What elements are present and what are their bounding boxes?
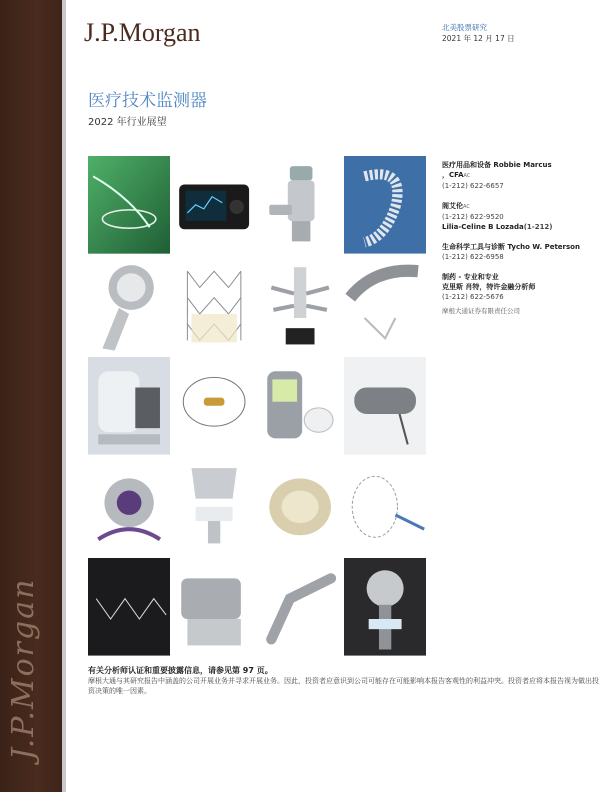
device-image-stent-graft [344, 156, 426, 254]
device-image-shoulder-implant [344, 558, 426, 656]
analyst-phone: (1-212) 622-5676 [442, 293, 504, 301]
report-title: 医疗技术监测器 [88, 91, 207, 111]
device-image-imaging-system [88, 357, 170, 455]
analyst-entry [442, 242, 592, 262]
device-image-hip-implant [88, 257, 170, 355]
device-image-surgical-robot [259, 257, 341, 355]
device-image-handheld-monitor [259, 357, 341, 455]
device-image-heart-valve-frame [173, 257, 255, 355]
analyst-tag: AC [463, 173, 471, 179]
analyst-name: 阁艾伦AC [442, 202, 470, 210]
device-image-mesh-stent [344, 458, 426, 556]
analyst-entry [442, 272, 592, 316]
device-image-spinal-cage [173, 558, 255, 656]
jpmorgan-logo: J.P.Morgan [84, 18, 201, 47]
analyst-sector: 医疗用品和设备 Robbie Marcus [442, 161, 552, 169]
device-image-glucose-monitor [173, 156, 255, 254]
device-image-catheter-coil [88, 156, 170, 254]
device-image-pacemaker-lead [173, 357, 255, 455]
report-category: 北美股票研究 [442, 23, 487, 32]
brand-sidebar [0, 0, 62, 792]
sidebar-edge [62, 0, 66, 792]
analyst-phone: (1-212) 622-6657 [442, 182, 504, 190]
device-image-ventricular-assist [88, 458, 170, 556]
analyst-phone: (1-212) 622-6958 [442, 253, 504, 261]
analyst-tag: (1-212) [523, 223, 553, 231]
analyst-sector: 生命科学工具与诊断 Tycho W. Peterson [442, 243, 580, 251]
device-image-knee-implant [173, 458, 255, 556]
firm-name: 摩根大通证券有限责任公司 [442, 307, 520, 315]
analyst-sector: 制药 - 专业和专业 [442, 273, 499, 281]
disclosure-heading: 有关分析师认证和重要披露信息，请参见第 97 页。 [88, 666, 273, 675]
analyst-name: 克里斯 肖特，特许金融分析师 [442, 283, 536, 291]
analyst-panel [442, 160, 592, 326]
analyst-phone: (1-212) 622-9520 [442, 213, 504, 221]
header-meta [442, 22, 515, 44]
device-image-endoscope-arm [344, 257, 426, 355]
device-image-filter-stent [88, 558, 170, 656]
sidebar-watermark: J.P.Morgan [6, 577, 41, 760]
disclosure-footer [88, 666, 600, 696]
report-date: 2021 年 12 月 17 日 [442, 34, 515, 43]
device-image-bone-plate [259, 558, 341, 656]
device-image-tissue-valve [259, 458, 341, 556]
device-image-neuro-stimulator [344, 357, 426, 455]
analyst-entry [442, 201, 592, 232]
analyst-tag: AC [463, 204, 470, 210]
device-image-grid [88, 156, 426, 656]
analyst-name: Lilia-Celine B Lozada(1-212) [442, 223, 553, 231]
disclosure-text: 摩根大通与其研究报告中涵盖的公司开展业务并寻求开展业务。因此，投资者应意识到公司可能存在可能影响本报告客观性的利益冲突。投资者应将本报告视为做出投资决策的唯一因素。 [88, 677, 599, 695]
analyst-entry [442, 160, 592, 191]
device-image-valve-fitting [259, 156, 341, 254]
report-subtitle: 2022 年行业展望 [88, 117, 167, 128]
analyst-name: ，CFAAC [442, 171, 471, 179]
